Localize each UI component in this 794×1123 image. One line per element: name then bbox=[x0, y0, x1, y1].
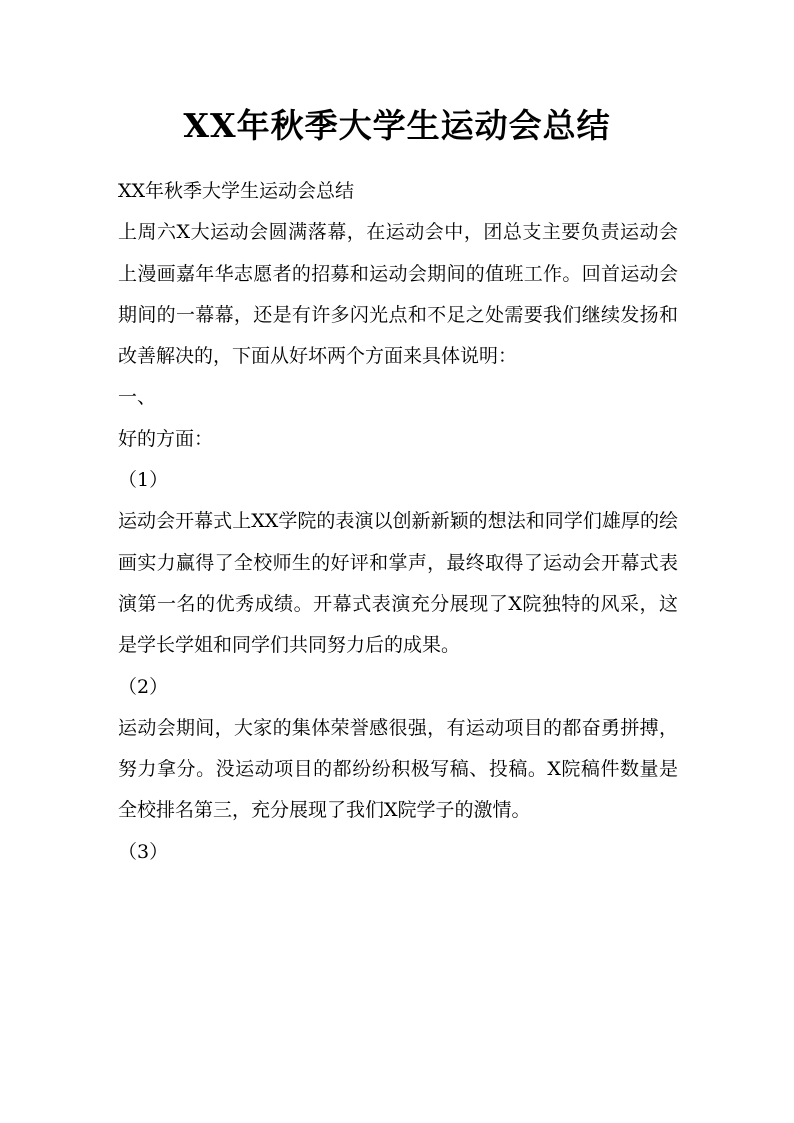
section-number: 一、 bbox=[118, 386, 157, 409]
intro-paragraph: 上周六X大运动会圆满落幕，在运动会中，团总支主要负责运动会上漫画嘉年华志愿者的招募和运动会期间的值班工作。回首运动会期间的一幕幕，还是有许多闪光点和不足之处需要我们继续发扬和改善解决的，下面从好坏两个方面来具体说明： bbox=[118, 221, 678, 368]
section-heading: 好的方面： bbox=[118, 427, 214, 450]
document-body bbox=[118, 171, 678, 873]
subtitle-paragraph: XX年秋季大学生运动会总结 bbox=[118, 180, 355, 202]
document-title: XX年秋季大学生运动会总结 bbox=[183, 106, 611, 145]
item-paragraph-2: 运动会期间，大家的集体荣誉感很强，有运动项目的都奋勇拼搏，努力拿分。没运动项目的都纷纷积极写稿、投稿。X院稿件数量是全校排名第三，充分展现了我们X院学子的激情。 bbox=[118, 716, 678, 822]
item-number-2: （2） bbox=[118, 675, 169, 698]
item-paragraph-1: 运动会开幕式上XX学院的表演以创新新颖的想法和同学们雄厚的绘画实力赢得了全校师生的好评和掌声，最终取得了运动会开幕式表演第一名的优秀成绩。开幕式表演充分展现了X院独特的风采，这是学长学姐和同学们共同努力后的成果。 bbox=[118, 510, 678, 657]
item-number-3: （3） bbox=[118, 840, 169, 863]
item-number-1: （1） bbox=[118, 469, 169, 492]
